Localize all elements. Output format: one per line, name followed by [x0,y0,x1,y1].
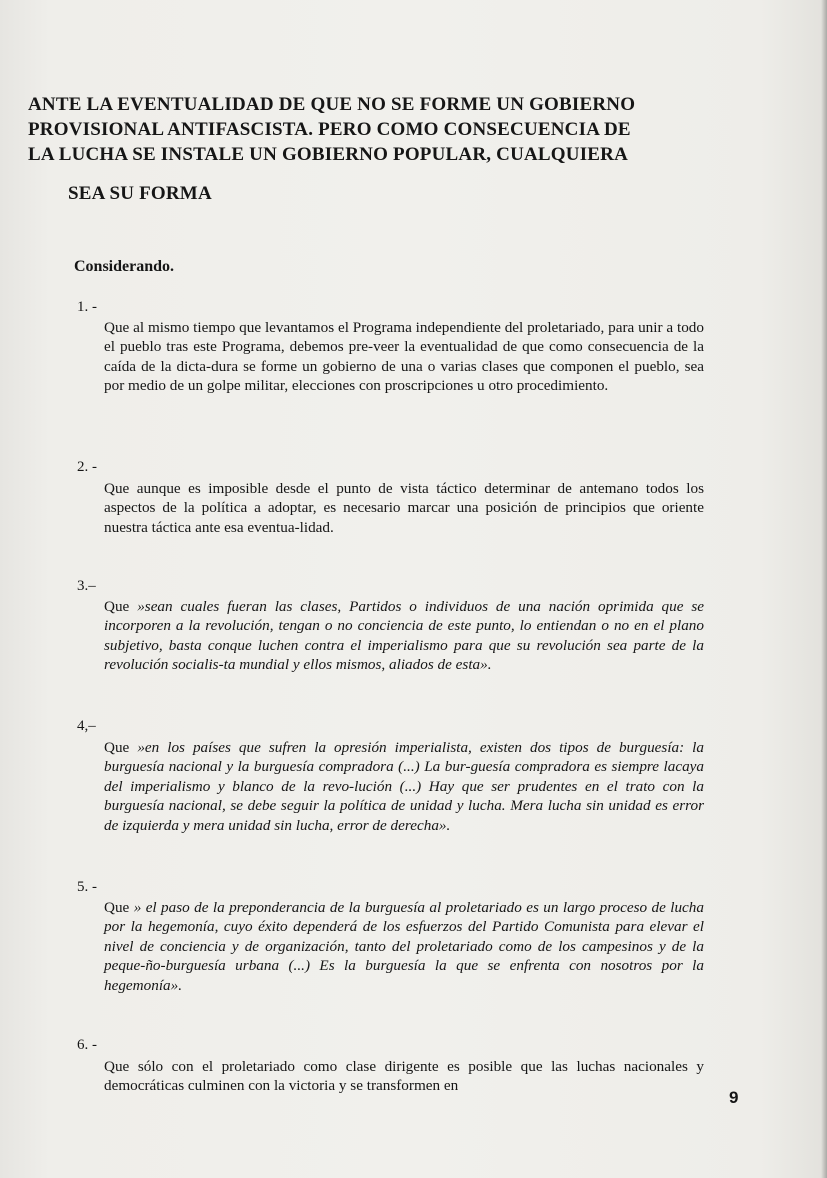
item-body-1 [104,318,704,396]
item-text-2: Que aunque es imposible desde el punto de vista táctico determinar de antemano todos los aspectos de la política a adoptar, es necesario marcar una posición de principios que oriente nuestra táctica ante esa eventua-lidad. [104,480,704,536]
item-body-6 [104,1057,704,1096]
item-text-4: Que [104,739,138,756]
item-number-2: 2. - [77,459,97,475]
item-number-1: 1. - [77,299,97,315]
item-text-6: Que sólo con el proletariado como clase dirigente es posible que las luchas nacionales y democráticas culminen con la victoria y se transformen en [104,1058,704,1095]
item-body-5 [104,898,704,995]
section-title [28,92,728,206]
title-line-3: LA LUCHA SE INSTALE UN GOBIERNO POPULAR, CUALQUIERA [28,144,628,165]
item-number-3: 3.– [77,578,96,594]
item-text-5: Que [104,899,134,916]
title-line-1: ANTE LA EVENTUALIDAD DE QUE NO SE FORME UN GOBIERNO [28,94,636,115]
page-edge-shadow [821,0,827,1178]
item-body-2 [104,479,704,537]
title-line-4: SEA SU FORMA [68,183,212,204]
item-quote-3: »sean cuales fueran las clases, Partidos o individuos de una nación oprimida que se incorporen a la revolución, tengan o no conciencia de este punto, lo entiendan o no en el plano subjetivo, basta conque luchen contra el imperialismo para que su revolución sea parte de la revolución socialis-ta mundial y ellos mismos, aliados de esta». [104,598,704,674]
item-text-1: Que al mismo tiempo que levantamos el Programa independiente del proletariado, para unir a todo el pueblo tras este Programa, debemos pre-veer la eventualidad de que como consecuencia de la caída de la dicta-dura se forme un gobierno de una o varias clases que componen el pueblo, sea por medio de un golpe militar, elecciones con proscripciones u otro procedimiento. [104,319,704,395]
title-line-2: PROVISIONAL ANTIFASCISTA. PERO COMO CONSECUENCIA DE [28,119,631,140]
item-number-6: 6. - [77,1037,97,1053]
item-number-5: 5. - [77,879,97,895]
item-quote-5: » el paso de la preponderancia de la burguesía al proletariado es un largo proceso de lucha por la hegemonía, cuyo éxito dependerá de los esfuerzos del Partido Comunista para elevar el nivel de conciencia y de organización, tanto del proletariado como de los campesinos y de la peque-ño-burguesía urbana (...) Es la burguesía la que se enfrenta con nosotros por la hegemonía». [104,899,704,994]
considerando-heading: Considerando. [74,258,175,275]
item-number-4: 4,– [77,718,96,734]
item-text-3: Que [104,598,138,615]
item-quote-4: »en los países que sufren la opresión imperialista, existen dos tipos de burguesía: la burguesía nacional y la burguesía compradora (...) La bur-guesía compradora es siempre lacaya del imperialismo y blanco de la revo-lución (...) Hay que ser prudentes en el trato con la burguesía nacional, se debe seguir la política de unidad y lucha. Mera lucha sin unidad es error de izquierda y mera unidad sin lucha, error de derecha». [104,739,704,834]
item-body-3 [104,597,704,675]
page-number: 9 [729,1088,739,1107]
item-body-4 [104,738,704,835]
